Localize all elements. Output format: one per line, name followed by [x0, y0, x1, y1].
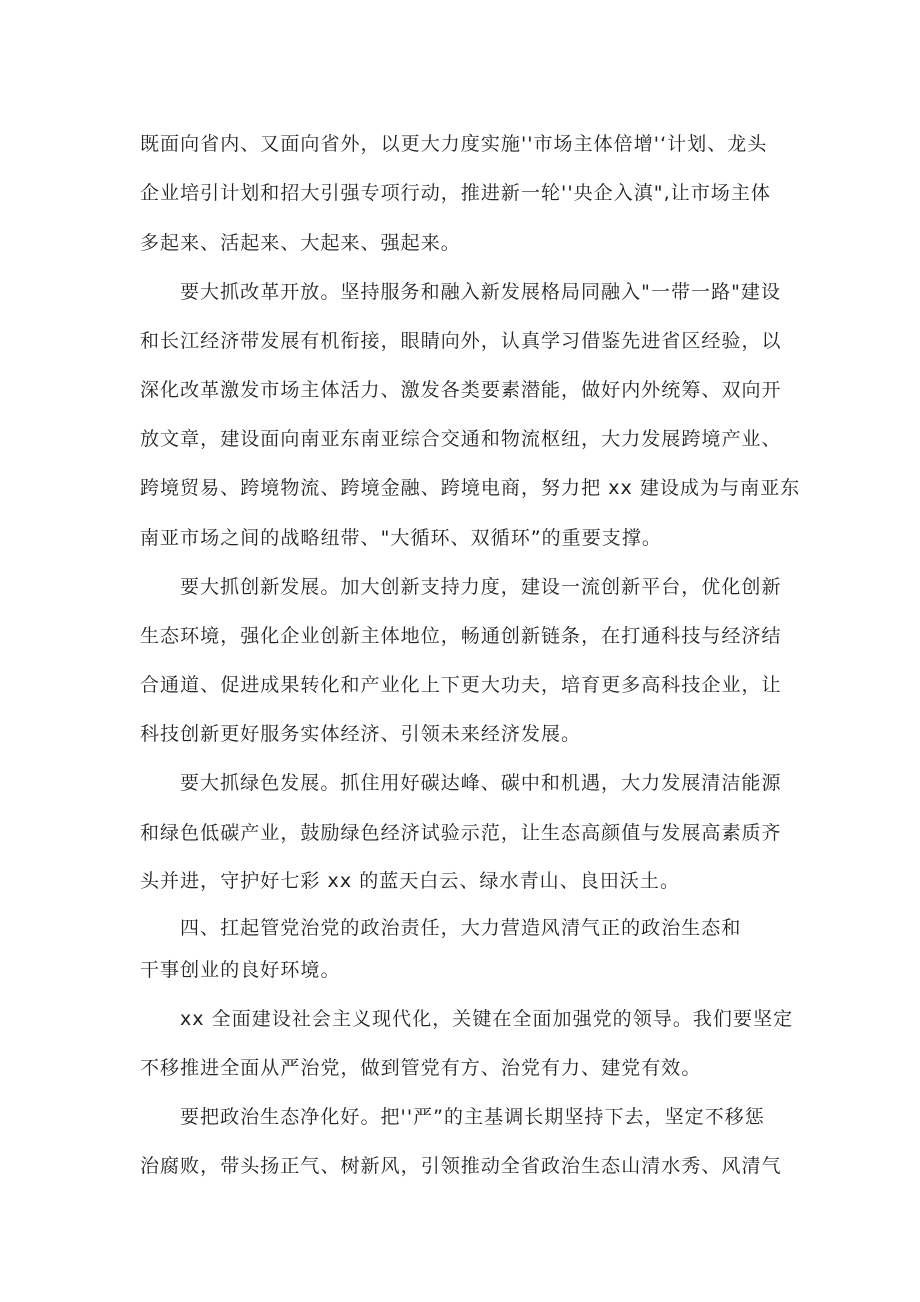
text-line: 多起来、活起来、大起来、强起来。 — [140, 232, 461, 254]
text-line: 要大抓绿色发展。抓住用好碳达峰、碳中和机遇，大力发展清洁能源 — [180, 772, 782, 794]
text-line: 要大抓创新发展。加大创新支持力度，建设一流创新平台，优化创新 — [180, 576, 782, 598]
text-line: 要大抓改革开放。坚持服务和融入新发展格局同融入"一带一路"建设 — [180, 281, 782, 303]
text-line: 和长江经济带发展有机衔接，眼睛向外，认真学习借鉴先进省区经验，以 — [140, 330, 782, 352]
text-line: 企业培引计划和招大引强专项行动，推进新一轮''央企入滇",让市场主体 — [140, 182, 771, 204]
text-line: 不移推进全面从严治党，做到管党有方、治党有力、建党有效。 — [140, 1057, 702, 1079]
text-line: 既面向省内、又面向省外，以更大力度实施''市场主体倍增'‘计划、龙头 — [140, 133, 768, 155]
text-line: 深化改革激发市场主体活力、激发各类要素潜能，做好内外统筹、双向开 — [140, 379, 782, 401]
text-line: 放文章，建设面向南亚东南亚综合交通和物流枢纽，大力发展跨境产业、 — [140, 428, 782, 450]
text-line: xx 全面建设社会主义现代化，关键在全面加强党的领导。我们要坚定 — [180, 1008, 794, 1030]
text-line: 干事创业的良好环境。 — [140, 959, 341, 981]
text-line: 治腐败，带头扬正气、树新风，引领推动全省政治生态山清水秀、风清气 — [140, 1155, 782, 1177]
text-line: 和绿色低碳产业，鼓励绿色经济试验示范，让生态高颜值与发展高素质齐 — [140, 822, 782, 844]
text-line: 跨境贸易、跨境物流、跨境金融、跨境电商，努力把 xx 建设成为与南亚东 — [140, 477, 801, 499]
text-line: 要把政治生态净化好。把''严”的主基调长期坚持下去，坚定不移惩 — [180, 1106, 765, 1128]
text-line: 四、扛起管党治党的政治责任，大力营造风清气正的政治生态和 — [180, 917, 742, 939]
text-line: 科技创新更好服务实体经济、引领未来经济发展。 — [140, 723, 582, 745]
text-line: 合通道、促进成果转化和产业化上下更大功夫，培育更多高科技企业，让 — [140, 674, 782, 696]
text-line: 头并进，守护好七彩 xx 的蓝天白云、绿水青山、良田沃土。 — [140, 870, 681, 892]
text-line: 南亚市场之间的战略纽带、"大循环、双循环”的重要支撑。 — [140, 527, 662, 549]
text-line: 生态环境，强化企业创新主体地位，畅通创新链条，在打通科技与经济结 — [140, 625, 782, 647]
